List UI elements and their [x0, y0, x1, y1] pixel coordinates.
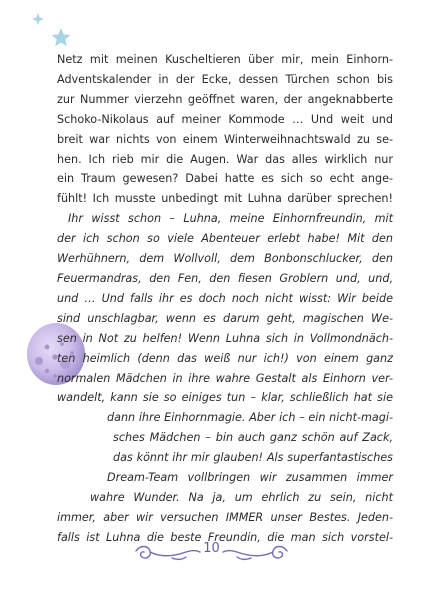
text-line: hen. Ich rieb mir die Augen. War das alles wirklich nur	[57, 152, 393, 166]
text-line: Feuermandras, den Fen, den fiesen Groblern und, und,	[57, 271, 393, 285]
text-line: wahre Wunder. Na ja, um ehrlich zu sein, nicht	[90, 490, 393, 504]
page-number: 10	[203, 541, 220, 556]
text-line: normalen Mädchen in ihre wahre Gestalt als Einhorn ver-	[57, 371, 393, 385]
text-line: und … Und falls ihr es doch noch nicht wisst: Wir beide	[57, 291, 393, 305]
large-star-icon	[52, 28, 71, 46]
text-line: wandelt, kann sie so einiges tun – klar, schließlich hat sie	[57, 391, 393, 405]
text-line: zur Nummer vierzehn geöffnet waren, der angeknabberte	[57, 92, 393, 106]
text-line: sches Mädchen – bin auch ganz schön auf Zack,	[113, 431, 393, 445]
text-line: breit war nichts von einem Winterweihnachtswald zu se-	[57, 132, 393, 146]
text-line: Werhühnern, dem Wollvoll, dem Bonbonschlucker, den	[57, 252, 393, 266]
text-line: Schoko-Nikolaus auf meiner Kommode … Und weit und	[57, 112, 393, 126]
text-line: dann ihre Einhornmagie. Aber ich – ein nicht-magi-	[107, 411, 393, 425]
text-line: ein Traum gewesen? Dabei hatte es sich so echt ange-	[57, 172, 393, 186]
text-line: sind unschlagbar, wenn es darum geht, magischen We-	[57, 311, 393, 325]
text-line: sen in Not zu helfen! Wenn Luhna sich in Vollmondnäch-	[57, 331, 393, 345]
text-line: falls ist Luhna die beste Freundin, die man sich vorstel-	[57, 530, 393, 544]
text-line: fühlt! Ich musste unbedingt mit Luhna darüber sprechen!	[57, 192, 393, 206]
story-text	[57, 50, 393, 548]
text-line: ten heimlich (denn das weiß nur ich!) von einem ganz	[57, 351, 393, 365]
text-line: der ich schon so viele Abenteuer erlebt habe! Mit den	[57, 232, 393, 246]
text-line: immer, aber wir versuchen IMMER unser Bestes. Jeden-	[57, 510, 393, 524]
text-line: Ihr wisst schon – Luhna, meine Einhornfreundin, mit	[68, 212, 393, 226]
text-line: Netz mit meinen Kuscheltieren über mir, mein Einhorn-	[57, 53, 393, 66]
text-line: das könnt ihr mir glauben! Als superfantastisches	[113, 451, 393, 465]
text-line: Adventskalender in der Ecke, dessen Türchen schon bis	[57, 72, 393, 86]
text-line: Dream-Team vollbringen wir zusammen immer	[107, 471, 393, 485]
small-star-icon	[32, 13, 44, 25]
